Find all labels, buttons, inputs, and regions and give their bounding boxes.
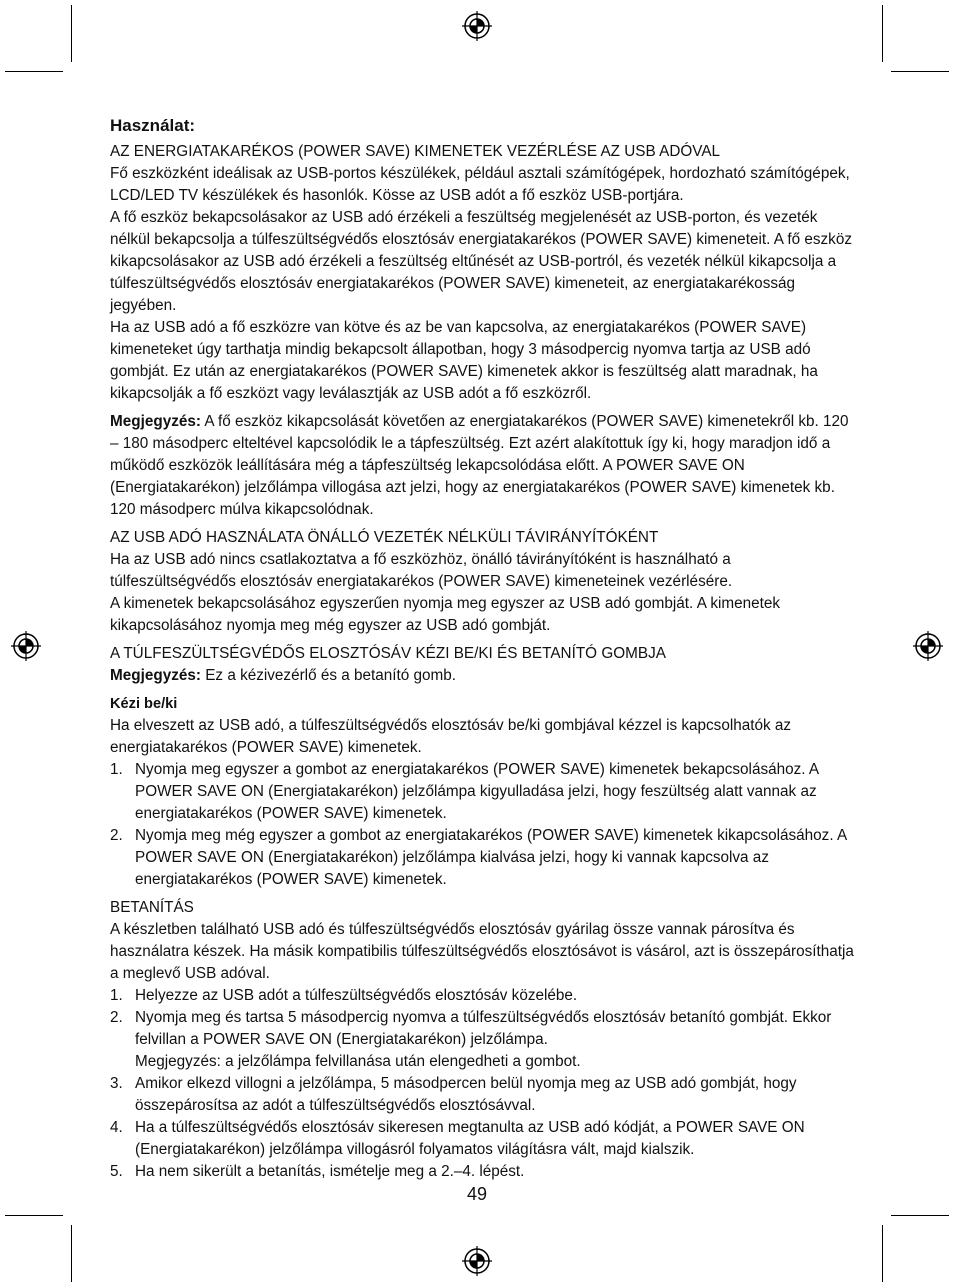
registration-mark-icon xyxy=(912,630,944,662)
paragraph: Ha elveszett az USB adó, a túlfeszültségvédős elosztósáv be/ki gombjával kézzel is kapcsolhatók az energiatakarékos (POWER SAVE) kimenetek. xyxy=(110,717,792,756)
list-item xyxy=(110,1161,855,1183)
list-item xyxy=(110,1117,855,1161)
section-title: BETANÍTÁS xyxy=(110,899,194,916)
crop-mark xyxy=(891,1215,949,1216)
crop-mark xyxy=(71,1225,72,1282)
list-text: Nyomja meg még egyszer a gombot az energiatakarékos (POWER SAVE) kimenetek kikapcsolásához. A POWER SAVE ON (Energiatakarékon) jelzőlámpa kialvása jelzi, hogy ki vannak kapcsolva az energiatakarékos (POWER SAVE) kimenetek. xyxy=(135,827,847,888)
paragraph: Fő eszközként ideálisak az USB-portos készülékek, például asztali számítógépek, hordozható számítógépek, LCD/LED TV készülékek és hasonlók. Kösse az USB adót a fő eszköz USB-portjára. xyxy=(110,165,850,204)
list-text: Helyezze az USB adót a túlfeszültségvédős elosztósáv közelébe. xyxy=(135,987,578,1004)
list-text-note: Megjegyzés: a jelzőlámpa felvillanása után elengedheti a gombot. xyxy=(135,1053,581,1070)
paragraph: A fő eszköz bekapcsolásakor az USB adó érzékeli a feszültség megjelenését az USB-porton, és vezeték nélkül bekapcsolja a túlfeszültségvédős elosztósáv energiatakarékos (POWER SAVE) kimeneteit. A fő eszköz kikapcsolásakor az USB adó érzékeli a feszültség eltűnését az USB-portról, és vezeték nélkül kikapcsolja a túlfeszültségvédős elosztósáv energiatakarékos (POWER SAVE) kimeneteit, az energiatakarékosság jegyében. xyxy=(110,209,852,314)
paragraph: A készletben található USB adó és túlfeszültségvédős elosztósáv gyárilag össze vannak párosítva és használatra készek. Ha másik kompatibilis túlfeszültségvédős elosztósávot is vásárol, azt is összepárosíthatja a meglevő USB adóval. xyxy=(110,921,854,982)
note-label: Megjegyzés: xyxy=(110,667,201,684)
list-item xyxy=(110,759,855,825)
section-title: AZ ENERGIATAKARÉKOS (POWER SAVE) KIMENETEK VEZÉRLÉSE AZ USB ADÓVAL xyxy=(110,143,721,160)
page-number: 49 xyxy=(466,1184,488,1204)
page-content xyxy=(110,115,855,1183)
registration-mark-icon xyxy=(461,10,493,42)
list-text: Nyomja meg egyszer a gombot az energiatakarékos (POWER SAVE) kimenetek bekapcsolásához. A POWER SAVE ON (Energiatakarékon) jelzőlámpa kigyulladása jelzi, hogy feszültség alatt vannak az energiatakarékos (POWER SAVE) kimenetek. xyxy=(135,761,819,822)
paragraph: Ha az USB adó a fő eszközre van kötve és az be van kapcsolva, az energiatakarékos (POWER SAVE) kimeneteket úgy tarthatja mindig bekapcsolt állapotban, hogy 3 másodpercig nyomva tartja az USB adó gombját. Ez után az energiatakarékos (POWER SAVE) kimenetek akkor is feszültség alatt maradnak, ha kikapcsolják a fő eszközt vagy leválasztják az USB adót a fő eszközről. xyxy=(110,319,818,402)
note-text: A fő eszköz kikapcsolását követően az energiatakarékos (POWER SAVE) kimenetekről kb. 120 – 180 másodperc elteltével kapcsolódik le a tápfeszültség. Ezt azért alakítottuk így ki, hogy maradjon idő a működő eszközök leállítására még a tápfeszültség lekapcsolódása előtt. A POWER SAVE ON (Energiatakarékon) jelzőlámpa villogása azt jelzi, hogy az energiatakarékos (POWER SAVE) kimenetek kb. 120 másodperc múlva kikapcsolódnak. xyxy=(110,413,849,518)
list-text xyxy=(135,1007,855,1073)
note-label: Megjegyzés: xyxy=(110,413,201,430)
list-number: 2. xyxy=(110,1009,123,1026)
list-number: 5. xyxy=(110,1163,123,1180)
crop-mark xyxy=(891,71,949,72)
list-number: 2. xyxy=(110,827,123,844)
paragraph: A kimenetek bekapcsolásához egyszerűen nyomja meg egyszer az USB adó gombját. A kimenetek kikapcsolásához nyomja meg még egyszer az USB adó gombját. xyxy=(110,595,781,634)
list-text-main: Nyomja meg és tartsa 5 másodpercig nyomva a túlfeszültségvédős elosztósáv betanító gombját. Ekkor felvillan a POWER SAVE ON (Energiatakarékon) jelzőlámpa. xyxy=(135,1009,832,1048)
list-item xyxy=(110,1073,855,1117)
crop-mark xyxy=(882,5,883,62)
section-title: AZ USB ADÓ HASZNÁLATA ÖNÁLLÓ VEZETÉK NÉLKÜLI TÁVIRÁNYÍTÓKÉNT xyxy=(110,529,659,546)
list-text: Ha nem sikerült a betanítás, ismételje meg a 2.–4. lépést. xyxy=(135,1163,525,1180)
subheading: Kézi be/ki xyxy=(110,696,178,712)
note-text: Ez a kézivezérlő és a betanító gomb. xyxy=(200,667,457,684)
crop-mark xyxy=(882,1225,883,1282)
list-number: 1. xyxy=(110,987,123,1004)
registration-mark-icon xyxy=(461,1245,493,1277)
list-text: Amikor elkezd villogni a jelzőlámpa, 5 másodpercen belül nyomja meg az USB adó gombját, hogy összepárosítsa az adót a túlfeszültségvédős elosztósávval. xyxy=(135,1075,797,1114)
list-number: 3. xyxy=(110,1075,123,1092)
list-item xyxy=(110,825,855,891)
note-paragraph xyxy=(110,665,855,687)
list-text: Ha a túlfeszültségvédős elosztósáv sikeresen megtanulta az USB adó kódját, a POWER SAVE ON (Energiatakarékon) jelzőlámpa villogásról folyamatos világításra vált, majd kialszik. xyxy=(135,1119,805,1158)
registration-mark-icon xyxy=(10,630,42,662)
crop-mark xyxy=(71,5,72,62)
list-number: 1. xyxy=(110,761,123,778)
list-item xyxy=(110,1007,855,1073)
list-number: 4. xyxy=(110,1119,123,1136)
paragraph: Ha az USB adó nincs csatlakoztatva a fő eszközhöz, önálló távirányítóként is használható a túlfeszültségvédős elosztósáv energiatakarékos (POWER SAVE) kimeneteinek vezérlésére. xyxy=(110,551,733,590)
numbered-list xyxy=(110,759,855,891)
page-heading: Használat: xyxy=(110,116,196,135)
crop-mark xyxy=(5,71,63,72)
numbered-list xyxy=(110,985,855,1183)
list-item xyxy=(110,985,855,1007)
crop-mark xyxy=(5,1215,63,1216)
note-paragraph xyxy=(110,411,855,521)
section-title: A TÚLFESZÜLTSÉGVÉDŐS ELOSZTÓSÁV KÉZI BE/KI ÉS BETANÍTÓ GOMBJA xyxy=(110,645,666,662)
